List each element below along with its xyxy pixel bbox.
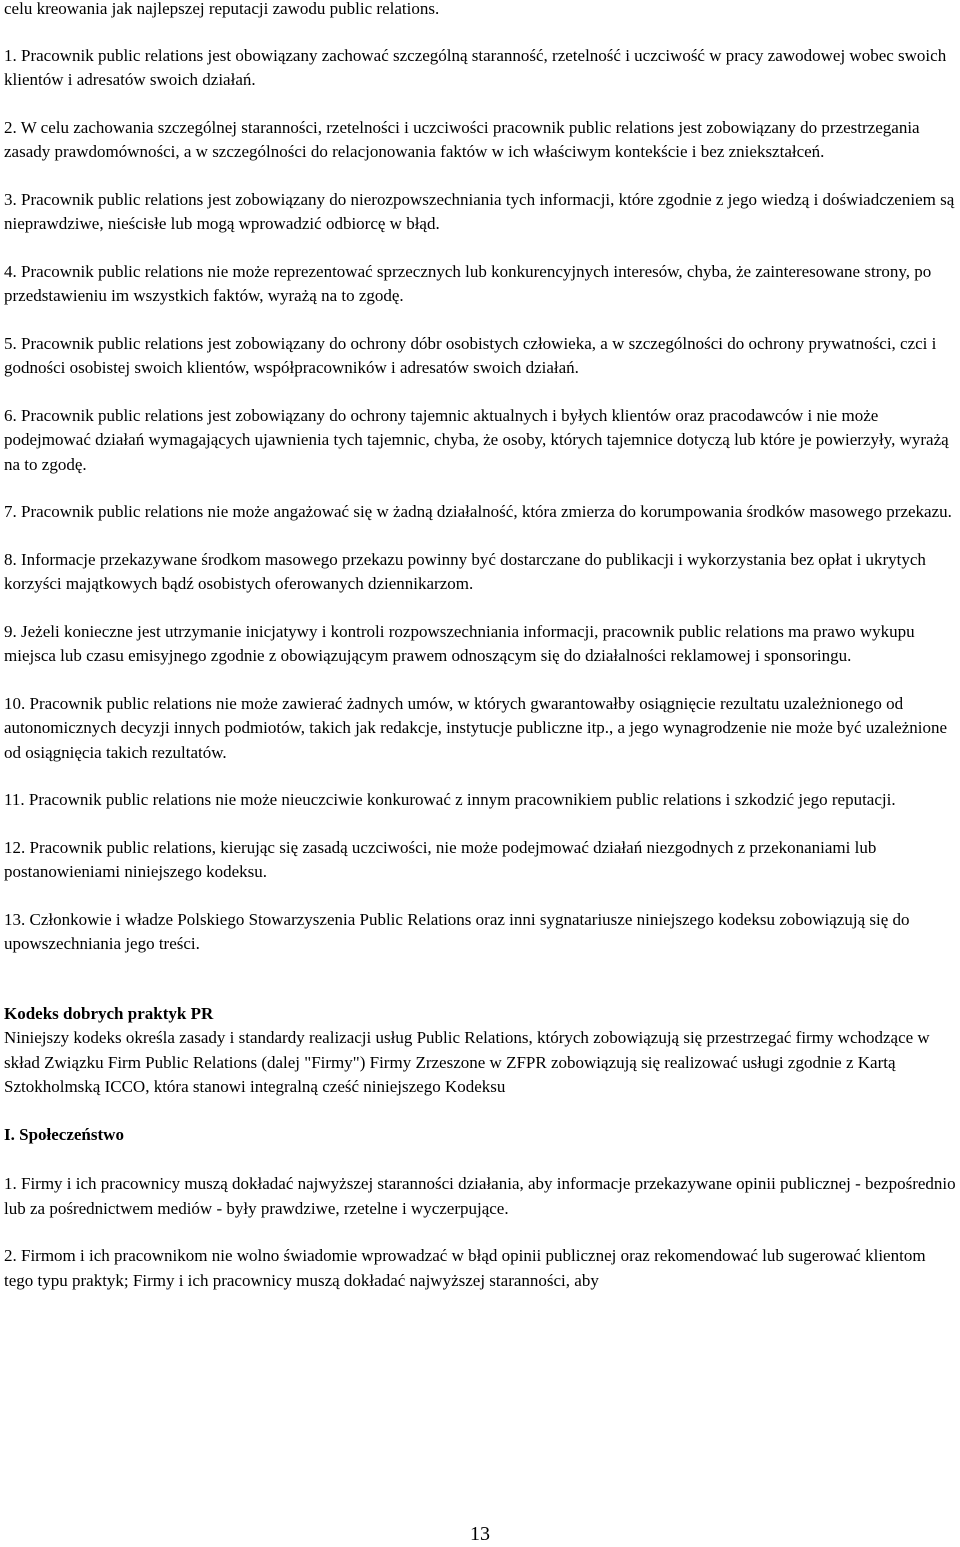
rule-13: 13. Członkowie i władze Polskiego Stowarzyszenia Public Relations oraz inni sygnatariusze niniejszego kodeksu zobowiązują się do upowszechniania jego treści. [4,909,910,953]
rule-5: 5. Pracownik public relations jest zobowiązany do ochrony dóbr osobistych człowieka, a w szczególności do ochrony prywatności, czci i godności osobistej swoich klientów, współpracowników i adresatów swoich działań. [4,333,937,377]
rule-3: 3. Pracownik public relations jest zobowiązany do nierozpowszechniania tych informacji, które zgodnie z jego wiedzą i doświadczeniem są nieprawdziwe, nieścisłe lub mogą wprowadzić odbiorcę w błąd. [4,189,955,233]
code-block [4,1002,958,1100]
code-heading: Kodeks dobrych praktyk PR [4,1003,214,1023]
rule-1: 1. Pracownik public relations jest obowiązany zachować szczególną staranność, rzetelność i uczciwość w pracy zawodowej wobec swoich klientów i adresatów swoich działań. [4,45,947,89]
code-intro: Niniejszy kodeks określa zasady i standardy realizacji usług Public Relations, których zobowiązują się przestrzegać firmy wchodzące w skład Związku Firm Public Relations (dalej "Firmy") Firmy Zrzeszone w ZFPR zobowiązują się realizować usługi zgodnie z Kartą Sztokholmską ICCO, która stanowi integralną cześć niniejszego Kodeksu [4,1028,930,1096]
rule-8: 8. Informacje przekazywane środkom masowego przekazu powinny być dostarczane do publikacji i wykorzystania bez opłat i ukrytych korzyści majątkowych bądź osobistych oferowanych dziennikarzom. [4,549,926,593]
document-page [4,0,958,1293]
rule-2: 2. W celu zachowania szczególnej staranności, rzetelności i uczciwości pracownik public relations jest zobowiązany do przestrzegania zasady prawdomówności, a w szczególności do relacjonowania faktów w ich właściwym kontekście i bez zniekształceń. [4,117,920,161]
rule-7: 7. Pracownik public relations nie może angażować się w żadną działalność, która zmierza do korumpowania środków masowego przekazu. [4,502,952,521]
section-title: I. Społeczeństwo [4,1124,124,1144]
section-item-1: 1. Firmy i ich pracownicy muszą dokładać najwyższej staranności działania, aby informacje przekazywane opinii publicznej - bezpośrednio lub za pośrednictwem mediów - były prawdziwe, rzetelne i wyczerpujące. [4,1174,956,1218]
lead-sentence: celu kreowania jak najlepszej reputacji zawodu public relations. [4,0,440,18]
rule-11: 11. Pracownik public relations nie może nieuczciwie konkurować z innym pracownikiem public relations i szkodzić jego reputacji. [4,790,896,809]
rule-9: 9. Jeżeli konieczne jest utrzymanie inicjatywy i kontroli rozpowszechniania informacji, pracownik public relations ma prawo wykupu miejsca lub czasu emisyjnego zgodnie z obowiązującym prawem odnoszącym się do działalności reklamowej i sponsoringu. [4,621,915,665]
rule-12: 12. Pracownik public relations, kierując się zasadą uczciwości, nie może podejmować działań niezgodnych z przekonaniami lub postanowieniami niniejszego kodeksu. [4,837,877,881]
rule-4: 4. Pracownik public relations nie może reprezentować sprzecznych lub konkurencyjnych interesów, chyba, że zainteresowane strony, po przedstawieniu im wszystkich faktów, wyrażą na to zgodę. [4,261,932,305]
page-number: 13 [470,1523,490,1545]
section-spacer [4,980,958,1002]
rule-6: 6. Pracownik public relations jest zobowiązany do ochrony tajemnic aktualnych i byłych klientów oraz pracodawców i nie może podejmować działań wymagających ujawnienia tych tajemnic, chyba, że osoby, których tajemnice dotyczą lub które je powierzyły, wyrażą na to zgodę. [4,405,949,474]
rule-10: 10. Pracownik public relations nie może zawierać żadnych umów, w których gwarantowałby osiągnięcie rezultatu uzależnionego od autonomicznych decyzji innych podmiotów, takich jak redakcje, instytucje publiczne itp., a jego wynagrodzenie nie może być uzależnione od osiągnięcia takich rezultatów. [4,693,948,762]
section-item-2: 2. Firmom i ich pracownikom nie wolno świadomie wprowadzać w błąd opinii publicznej oraz rekomendować lub sugerować klientom tego typu praktyk; Firmy i ich pracownicy muszą dokładać najwyższej staranności, aby [4,1246,926,1290]
